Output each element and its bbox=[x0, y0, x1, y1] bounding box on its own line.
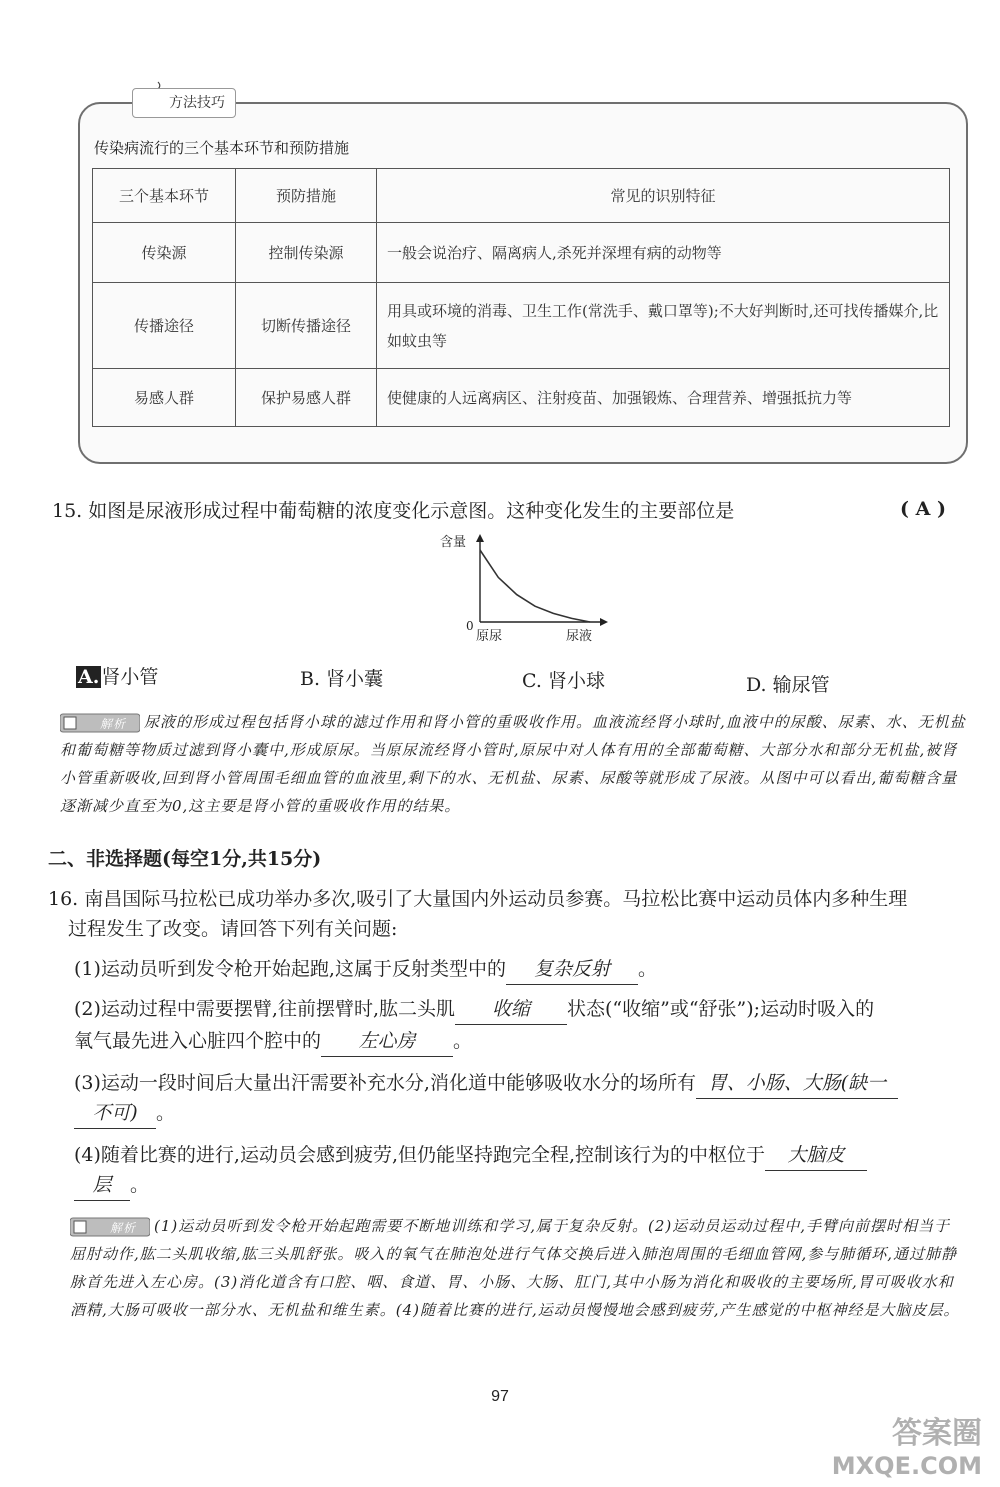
q15-explanation bbox=[60, 708, 966, 820]
table-header: 三个基本环节 bbox=[93, 169, 236, 223]
option-c: C. 肾小球 bbox=[522, 670, 605, 692]
table-cell: 易感人群 bbox=[93, 369, 236, 427]
answer-blank: 左心房 bbox=[321, 1026, 453, 1057]
table-row bbox=[93, 223, 950, 283]
answer-blank: 层 bbox=[74, 1170, 130, 1201]
chart-origin-label: 0 bbox=[466, 619, 474, 633]
table-header-row bbox=[93, 169, 950, 223]
explanation-badge-icon bbox=[70, 1217, 150, 1237]
chart-y-arrow bbox=[476, 534, 484, 542]
table-cell: 一般会说治疗、隔离病人,杀死并深埋有病的动物等 bbox=[377, 223, 950, 283]
method-tab: 方法技巧 bbox=[132, 88, 236, 118]
q16-part3: (3)运动一段时间后大量出汗需要补充水分,消化道中能够吸收水分的场所有 胃、小肠、大肠(缺一 bbox=[74, 1068, 898, 1099]
table-cell: 使健康的人远离病区、注射疫苗、加强锻炼、合理营养、增强抵抗力等 bbox=[377, 369, 950, 427]
q16-part4: (4)随着比赛的进行,运动员会感到疲劳,但仍能坚持跑完全程,控制该行为的中枢位于 大脑皮 bbox=[74, 1140, 867, 1171]
table-header: 预防措施 bbox=[236, 169, 377, 223]
option-d: D. 输尿管 bbox=[746, 674, 830, 696]
option-a: A. 肾小管 bbox=[78, 666, 159, 688]
table-cell: 传播途径 bbox=[93, 283, 236, 369]
table-cell: 用具或环境的消毒、卫生工作(常洗手、戴口罩等);不大好判断时,还可找传播媒介,比如蚊虫等 bbox=[377, 283, 950, 369]
q16-part4b: 层 。 bbox=[74, 1170, 149, 1201]
prevention-table bbox=[92, 168, 950, 427]
chart-category-end: 尿液 bbox=[566, 629, 593, 644]
option-b: B. 肾小囊 bbox=[300, 668, 384, 690]
chart-ylabel: 含量 bbox=[440, 535, 467, 550]
table-row bbox=[93, 369, 950, 427]
glucose-chart bbox=[436, 528, 616, 648]
answer-blank: 收缩 bbox=[455, 994, 567, 1025]
q15-answer: ( A ) bbox=[900, 498, 946, 520]
table-cell: 保护易感人群 bbox=[236, 369, 377, 427]
table-row bbox=[93, 283, 950, 369]
q16-part1: (1)运动员听到发令枪开始起跑,这属于反射类型中的 复杂反射 。 bbox=[74, 954, 657, 985]
q15-explanation-text: 尿液的形成过程包括肾小球的滤过作用和肾小管的重吸收作用。血液流经肾小球时,血液中的尿酸、尿素、水、无机盐和葡萄糖等物质过滤到肾小囊中,形成原尿。当原尿流经肾小管时,原尿中对人体有用的全部葡萄糖、大部分水和部分无机盐,被肾小管重新吸收,回到肾小管周围毛细血管的血液里,剩下的水、无机盐、尿素、尿酸等就形成了尿液。从图中可以看出,葡萄糖含量逐渐减少直至为0,这主要是肾小管的重吸收作用的结果。 bbox=[60, 713, 966, 815]
q16-explanation bbox=[70, 1212, 960, 1324]
table-cell: 控制传染源 bbox=[236, 223, 377, 283]
q16-stem: 16. 南昌国际马拉松已成功举办多次,吸引了大量国内外运动员参赛。马拉松比赛中运动员体内多种生理 过程发生了改变。请回答下列有关问题: bbox=[48, 888, 908, 940]
q16-explanation-text: (1)运动员听到发令枪开始起跑需要不断地训练和学习,属于复杂反射。(2)运动员运动过程中,手臂向前摆时相当于屈肘动作,肱二头肌收缩,肱三头肌舒张。吸入的氧气在肺泡处进行气体交换后进入肺泡周围的毛细血管网,参与肺循环,通过肺静脉首先进入左心房。(3)消化道含有口腔、咽、食道、胃、小肠、大肠、肛门,其中小肠为消化和吸收的主要场所,胃可吸收水和酒精,大肠可吸收一部分水、无机盐和维生素。(4)随着比赛的进行,运动员慢慢地会感到疲劳,产生感觉的中枢神经是大脑皮层。 bbox=[70, 1217, 960, 1319]
table-header: 常见的识别特征 bbox=[377, 169, 950, 223]
q16-part2b: 氧气最先进入心脏四个腔中的 左心房 。 bbox=[74, 1026, 472, 1057]
method-heading: 传染病流行的三个基本环节和预防措施 bbox=[94, 139, 350, 157]
chart-x-arrow bbox=[600, 618, 608, 626]
svg-text:解析: 解析 bbox=[100, 717, 127, 731]
chart-category-start: 原尿 bbox=[476, 629, 503, 644]
answer-blank: 不可) bbox=[74, 1098, 156, 1129]
q16-part2: (2)运动过程中需要摆臂,往前摆臂时,肱二头肌 收缩 状态(“收缩”或“舒张”);运动时吸入的 bbox=[74, 994, 874, 1025]
section-title: 二、非选择题(每空1分,共15分) bbox=[48, 848, 322, 870]
svg-text:解析: 解析 bbox=[110, 1221, 137, 1235]
watermark-logo: 答案圈 MXQE.COM bbox=[831, 1416, 982, 1480]
answer-blank: 复杂反射 bbox=[506, 954, 638, 985]
page-number: 97 bbox=[491, 1388, 509, 1405]
q16-part3b: 不可) 。 bbox=[74, 1098, 175, 1129]
q15-stem: 15. 如图是尿液形成过程中葡萄糖的浓度变化示意图。这种变化发生的主要部位是 bbox=[52, 500, 735, 522]
table-cell: 切断传播途径 bbox=[236, 283, 377, 369]
answer-blank: 大脑皮 bbox=[765, 1140, 867, 1171]
answer-blank: 胃、小肠、大肠(缺一 bbox=[696, 1068, 898, 1099]
explanation-badge-icon bbox=[60, 713, 140, 733]
table-cell: 传染源 bbox=[93, 223, 236, 283]
chart-series-line bbox=[480, 550, 590, 622]
